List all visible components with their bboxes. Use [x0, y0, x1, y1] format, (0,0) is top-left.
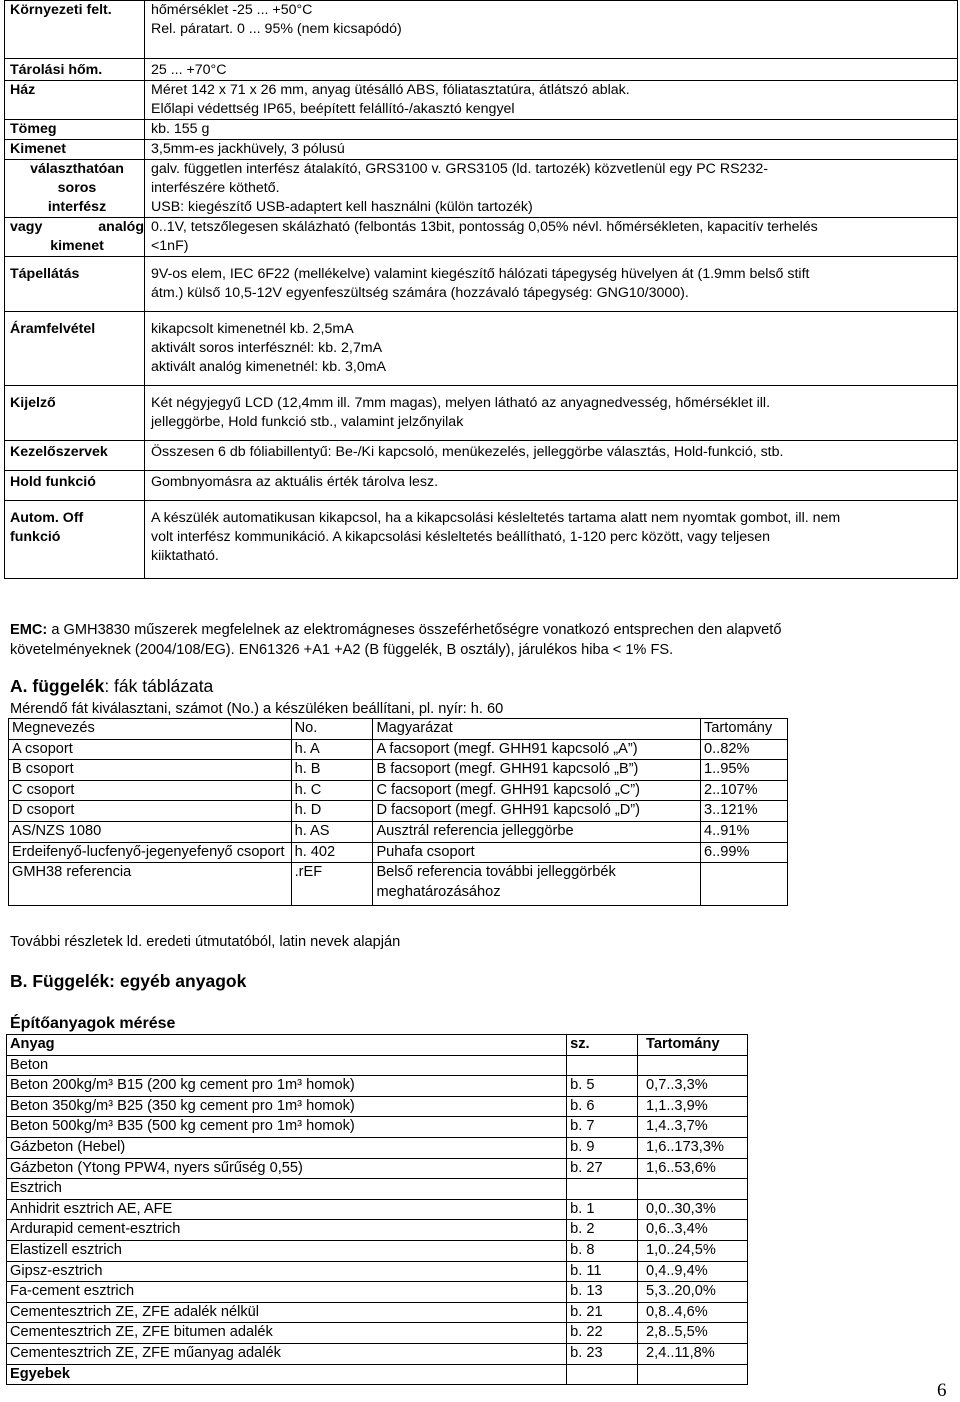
spec-value	[145, 312, 958, 386]
materials-cell: Cementesztrich ZE, ZFE műanyag adalék	[7, 1343, 567, 1364]
materials-cell: b. 6	[567, 1096, 638, 1117]
materials-row	[7, 1199, 748, 1220]
materials-cell: 1,1..3,9%	[638, 1096, 748, 1117]
spec-value	[145, 257, 958, 312]
wood-header-row	[9, 719, 788, 740]
spec-value-line: Gombnyomásra az aktuális érték tárolva lesz.	[151, 474, 439, 490]
materials-cell: b. 5	[567, 1076, 638, 1097]
spec-label-line: vagy analóg	[10, 219, 144, 235]
materials-cell: 0,6..3,4%	[638, 1220, 748, 1241]
wood-cell: C facsoport (megf. GHH91 kapcsoló „C”)	[373, 780, 701, 801]
spec-value-line: kikapcsolt kimenetnél kb. 2,5mA	[151, 321, 354, 337]
spec-row	[5, 441, 958, 471]
materials-cell	[567, 1055, 638, 1076]
spec-value-line	[151, 39, 957, 58]
materials-cell: b. 23	[567, 1343, 638, 1364]
emc-paragraph	[10, 621, 958, 660]
spec-label-line: interfész	[47, 199, 107, 215]
wood-cell: 1..95%	[701, 760, 788, 781]
materials-cell: 0,8..4,6%	[638, 1302, 748, 1323]
wood-cell: Erdeifenyő-lucfenyő-jegenyefenyő csoport	[9, 842, 292, 863]
spec-value	[145, 218, 958, 257]
spec-label	[5, 441, 145, 471]
wood-cell: D facsoport (megf. GHH91 kapcsoló „D”)	[373, 801, 701, 822]
wood-table	[8, 718, 788, 906]
wood-row	[9, 842, 788, 863]
spec-value	[145, 120, 958, 140]
spec-value-line: kiiktatható.	[151, 548, 219, 564]
spec-row	[5, 120, 958, 140]
wood-cell: 4..91%	[701, 821, 788, 842]
materials-row	[7, 1096, 748, 1117]
emc-text-line2: követelményeknek (2004/108/EG). EN61326 +A1 +A2 (B függelék, B osztály), járulékos hiba < 1% FS.	[10, 641, 674, 658]
wood-header-cell: Magyarázat	[373, 719, 701, 740]
spec-label	[5, 386, 145, 441]
materials-header-cell: sz.	[567, 1035, 638, 1056]
materials-cell: Beton 500kg/m³ B35 (500 kg cement pro 1m³ homok)	[7, 1117, 567, 1138]
wood-cell: B facsoport (megf. GHH91 kapcsoló „B”)	[373, 760, 701, 781]
materials-cell: 2,4..11,8%	[638, 1343, 748, 1364]
wood-cell: C csoport	[9, 780, 292, 801]
appendix-a-title-rest: : fák táblázata	[104, 676, 214, 696]
wood-header-cell: No.	[291, 719, 373, 740]
materials-cell: b. 11	[567, 1261, 638, 1282]
spec-value	[145, 1, 958, 59]
wood-cell: h. C	[291, 780, 373, 801]
materials-row	[7, 1302, 748, 1323]
materials-row	[7, 1117, 748, 1138]
wood-row	[9, 739, 788, 760]
wood-cell: 6..99%	[701, 842, 788, 863]
emc-label: EMC:	[10, 622, 48, 638]
materials-cell: b. 7	[567, 1117, 638, 1138]
materials-cell: Elastizell esztrich	[7, 1240, 567, 1261]
materials-cell: 2,8..5,5%	[638, 1323, 748, 1344]
materials-row	[7, 1282, 748, 1303]
wood-cell: Belső referencia további jelleggörbék meghatározásához	[373, 863, 701, 906]
wood-cell: GMH38 referencia	[9, 863, 292, 906]
spec-value-line: 3,5mm-es jackhüvely, 3 pólusú	[151, 141, 345, 157]
wood-row	[9, 863, 788, 906]
materials-header-row	[7, 1035, 748, 1056]
spec-row	[5, 218, 958, 257]
spec-row	[5, 59, 958, 81]
wood-cell: h. 402	[291, 842, 373, 863]
spec-label-line: Autom. Off	[10, 510, 84, 526]
wood-cell: h. B	[291, 760, 373, 781]
spec-row	[5, 81, 958, 120]
materials-cell: 1,4..3,7%	[638, 1117, 748, 1138]
materials-cell: 0,7..3,3%	[638, 1076, 748, 1097]
wood-cell: A facsoport (megf. GHH91 kapcsoló „A”)	[373, 739, 701, 760]
spec-label-text: Környezeti felt.	[10, 2, 112, 18]
spec-label-line: soros	[57, 180, 97, 196]
materials-row	[7, 1343, 748, 1364]
wood-cell: h. A	[291, 739, 373, 760]
spec-value-line: Méret 142 x 71 x 26 mm, anyag ütésálló ABS, fóliatasztatúra, átlátszó ablak.	[151, 82, 630, 98]
materials-cell: Gázbeton (Hebel)	[7, 1137, 567, 1158]
spec-row	[5, 312, 958, 386]
materials-row	[7, 1137, 748, 1158]
spec-value	[145, 471, 958, 501]
wood-cell: D csoport	[9, 801, 292, 822]
materials-cell: Cementesztrich ZE, ZFE adalék nélkül	[7, 1302, 567, 1323]
spec-label-text: Tömeg	[10, 121, 57, 137]
spec-row	[5, 160, 958, 218]
materials-cell: b. 22	[567, 1323, 638, 1344]
spec-label	[5, 471, 145, 501]
spec-value-line: aktivált analóg kimenetnél: kb. 3,0mA	[151, 359, 387, 375]
wood-cell: 0..82%	[701, 739, 788, 760]
spec-label	[5, 81, 145, 120]
spec-label-text: Kijelző	[10, 395, 56, 411]
materials-cell: Egyebek	[7, 1364, 567, 1385]
materials-cell: Beton 350kg/m³ B25 (350 kg cement pro 1m³ homok)	[7, 1096, 567, 1117]
spec-label	[5, 140, 145, 160]
wood-cell: .rEF	[291, 863, 373, 906]
materials-row	[7, 1240, 748, 1261]
materials-cell: b. 27	[567, 1158, 638, 1179]
materials-cell	[638, 1179, 748, 1200]
spec-label	[5, 501, 145, 579]
spec-value-line: aktivált soros interfésznél: kb. 2,7mA	[151, 340, 383, 356]
materials-cell: b. 9	[567, 1137, 638, 1158]
materials-cell: Cementesztrich ZE, ZFE bitumen adalék	[7, 1323, 567, 1344]
materials-cell: 0,4..9,4%	[638, 1261, 748, 1282]
wood-cell: Ausztrál referencia jelleggörbe	[373, 821, 701, 842]
wood-cell: Puhafa csoport	[373, 842, 701, 863]
materials-cell: 0,0..30,3%	[638, 1199, 748, 1220]
materials-cell: Esztrich	[7, 1179, 567, 1200]
materials-row	[7, 1261, 748, 1282]
wood-row	[9, 801, 788, 822]
spec-value-line: galv. független interfész átalakító, GRS3100 v. GRS3105 (ld. tartozék) közvetlenül egy PC RS232-	[151, 161, 768, 177]
materials-cell	[567, 1179, 638, 1200]
materials-cell	[638, 1364, 748, 1385]
appendix-a-note: További részletek ld. eredeti útmutatóból, latin nevek alapján	[10, 934, 401, 950]
wood-cell	[701, 863, 788, 906]
materials-table	[6, 1034, 748, 1385]
spec-value	[145, 441, 958, 471]
spec-label-text: Kezelőszervek	[10, 444, 108, 460]
materials-cell: Beton 200kg/m³ B15 (200 kg cement pro 1m³ homok)	[7, 1076, 567, 1097]
spec-row	[5, 471, 958, 501]
spec-value-line: A készülék automatikusan kikapcsol, ha a kikapcsolási késleltetés tartama alatt nem nyomtak gombot, ill. nem	[151, 510, 841, 526]
spec-value-line: Két négyjegyű LCD (12,4mm ill. 7mm magas), melyen látható az anyagnedvesség, hőmérséklet ill.	[151, 395, 771, 411]
wood-row	[9, 760, 788, 781]
spec-label-text: Áramfelvétel	[10, 321, 96, 337]
spec-label-text: Tárolási hőm.	[10, 62, 103, 78]
wood-cell: h. D	[291, 801, 373, 822]
spec-value-line: hőmérséklet -25 ... +50°C	[151, 2, 313, 18]
materials-header-cell: Tartomány	[638, 1035, 748, 1056]
spec-label	[5, 312, 145, 386]
spec-value	[145, 386, 958, 441]
materials-row	[7, 1076, 748, 1097]
materials-row	[7, 1055, 748, 1076]
wood-header-cell: Megnevezés	[9, 719, 292, 740]
materials-row	[7, 1179, 748, 1200]
spec-label	[5, 257, 145, 312]
materials-cell: b. 13	[567, 1282, 638, 1303]
spec-value	[145, 59, 958, 81]
materials-row	[7, 1323, 748, 1344]
spec-label-line: kimenet	[50, 238, 104, 254]
appendix-a-intro: Mérendő fát kiválasztani, számot (No.) a készüléken beállítani, pl. nyír: h. 60	[10, 701, 504, 717]
spec-row	[5, 386, 958, 441]
appendix-a-title	[10, 677, 213, 697]
spec-label-text: Hold funkció	[10, 474, 96, 490]
materials-cell	[567, 1364, 638, 1385]
spec-row	[5, 501, 958, 579]
spec-value-line: Összesen 6 db fóliabillentyű: Be-/Ki kapcsoló, menükezelés, jelleggörbe választás, Hold-funkció, stb.	[151, 444, 784, 460]
spec-label	[5, 120, 145, 140]
wood-row	[9, 780, 788, 801]
spec-value	[145, 160, 958, 218]
spec-label-line: választhatóan	[30, 161, 124, 177]
wood-cell: 3..121%	[701, 801, 788, 822]
page-number: 6	[937, 1380, 947, 1401]
spec-label-line: funkció	[10, 529, 61, 545]
spec-row	[5, 140, 958, 160]
spec-value-line: átm.) külső 10,5-12V egyenfeszültség számára (hozzávaló tápegység: GNG10/3000).	[151, 285, 689, 301]
spec-value-line: kb. 155 g	[151, 121, 210, 137]
wood-cell: 2..107%	[701, 780, 788, 801]
wood-cell: B csoport	[9, 760, 292, 781]
materials-header-cell: Anyag	[7, 1035, 567, 1056]
materials-row	[7, 1364, 748, 1385]
spec-value-line: 25 ... +70°C	[151, 62, 227, 78]
spec-value	[145, 140, 958, 160]
emc-text-line1: a GMH3830 műszerek megfelelnek az elektromágneses összeférhetőségre vonatkozó entsprechen den alapvető	[47, 622, 782, 638]
materials-row	[7, 1158, 748, 1179]
spec-value-line: Rel. páratart. 0 ... 95% (nem kicsapódó)	[151, 21, 402, 37]
spec-label-text: Ház	[10, 82, 36, 98]
spec-value-line: 9V-os elem, IEC 6F22 (mellékelve) valamint kiegészítő hálózati tápegység hüvelyen át (1.9mm belső stift	[151, 266, 810, 282]
materials-cell: Beton	[7, 1055, 567, 1076]
materials-cell: b. 21	[567, 1302, 638, 1323]
materials-cell: b. 1	[567, 1199, 638, 1220]
spec-label-text: Tápellátás	[10, 266, 80, 282]
spec-value-line: 0..1V, tetszőlegesen skálázható (felbontás 13bit, pontosság 0,05% névl. hőmérsékleten, kapacitív terhelés	[151, 219, 818, 235]
materials-cell	[638, 1055, 748, 1076]
appendix-b-title: B. Függelék: egyéb anyagok	[10, 971, 247, 991]
spec-label	[5, 218, 145, 257]
wood-cell: AS/NZS 1080	[9, 821, 292, 842]
wood-cell: h. AS	[291, 821, 373, 842]
appendix-b-subtitle: Építőanyagok mérése	[10, 1015, 176, 1032]
materials-cell: Anhidrit esztrich AE, AFE	[7, 1199, 567, 1220]
spec-value-line: <1nF)	[151, 238, 189, 254]
materials-cell: Gázbeton (Ytong PPW4, nyers sűrűség 0,55)	[7, 1158, 567, 1179]
appendix-a-title-bold: A. függelék	[10, 676, 105, 696]
spec-row	[5, 257, 958, 312]
spec-value-line: jelleggörbe, Hold funkció stb., valamint jelzőnyilak	[151, 414, 464, 430]
materials-cell: b. 8	[567, 1240, 638, 1261]
materials-cell: Ardurapid cement-esztrich	[7, 1220, 567, 1241]
spec-value	[145, 501, 958, 579]
spec-value-line: interfészére köthető.	[151, 180, 280, 196]
materials-cell: 1,6..53,6%	[638, 1158, 748, 1179]
spec-value-line: volt interfész kommunikáció. A kikapcsolási késleltetés beállítható, 1-120 perc között, vagy teljesen	[151, 529, 771, 545]
materials-cell: Gipsz-esztrich	[7, 1261, 567, 1282]
spec-value	[145, 81, 958, 120]
spec-label	[5, 160, 145, 218]
spec-label	[5, 1, 145, 59]
spec-table	[4, 0, 958, 579]
materials-cell: b. 2	[567, 1220, 638, 1241]
spec-value-line: Előlapi védettség IP65, beépített felállító-/akasztó kengyel	[151, 101, 515, 117]
materials-cell: Fa-cement esztrich	[7, 1282, 567, 1303]
spec-value-line: USB: kiegészítő USB-adaptert kell használni (külön tartozék)	[151, 199, 533, 215]
wood-cell: A csoport	[9, 739, 292, 760]
spec-label	[5, 59, 145, 81]
spec-label-text: Kimenet	[10, 141, 66, 157]
materials-cell: 1,0..24,5%	[638, 1240, 748, 1261]
materials-row	[7, 1220, 748, 1241]
wood-row	[9, 821, 788, 842]
materials-cell: 1,6..173,3%	[638, 1137, 748, 1158]
materials-cell: 5,3..20,0%	[638, 1282, 748, 1303]
wood-header-cell: Tartomány	[701, 719, 788, 740]
spec-row	[5, 1, 958, 59]
